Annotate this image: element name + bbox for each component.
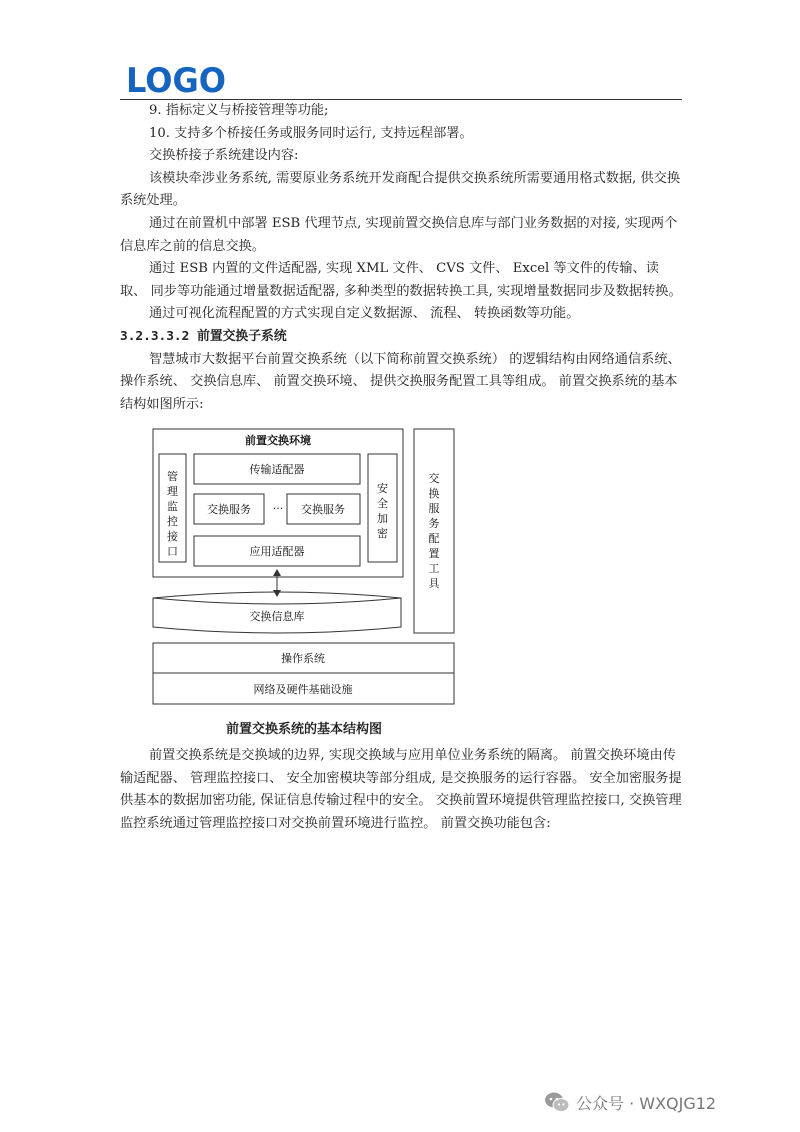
list-item: 9. 指标定义与桥接管理等功能; — [149, 103, 329, 118]
vertical-char: 密 — [377, 527, 388, 540]
env-title: 前置交换环境 — [245, 434, 311, 447]
paragraph: 通过在前置机中部署 ESB 代理节点, 实现前置交换信息库与部门业务数据的对接, 实现两个信息库之前的信息交换。 — [120, 215, 678, 254]
exchange-service-label: 交换服务 — [301, 503, 345, 516]
wechat-icon — [544, 1089, 570, 1115]
vertical-char: 监 — [167, 500, 178, 513]
exchange-service-label: 交换服务 — [207, 503, 251, 516]
vertical-char: 理 — [167, 485, 178, 498]
logo-text: LOGO — [126, 62, 226, 98]
watermark-text: 公众号 · WXQJG12 — [576, 1093, 717, 1113]
ellipsis: ··· — [272, 502, 284, 515]
paragraph: 交换桥接子系统建设内容: — [149, 148, 299, 164]
list-item: 10. 支持多个桥接任务或服务同时运行, 支持远程部署。 — [149, 125, 473, 141]
config-tool-box — [414, 429, 454, 633]
vertical-char: 管 — [167, 470, 178, 483]
vertical-char: 口 — [167, 545, 178, 558]
vertical-char: 安 — [377, 482, 388, 495]
vertical-char: 务 — [428, 517, 440, 530]
vertical-char: 具 — [428, 577, 440, 590]
document-body-continued — [120, 745, 682, 835]
exchange-db-label: 交换信息库 — [249, 610, 305, 623]
paragraph: 前置交换系统是交换域的边界, 实现交换域与应用单位业务系统的隔离。 前置交换环境由传输适配器、 管理监控接口、 安全加密模块等部分组成, 是交换服务的运行容器。 安全加密服务提供基本的数据加密功能, 保证信息传输过程中的安全。 交换前置环境提供管理监控接口, 交换管理监控系统通过管理监控接口对交换前置环境进行监控。 前置交换功能包含: — [120, 748, 682, 831]
paragraph: 智慧城市大数据平台前置交换系统（以下简称前置交换系统） 的逻辑结构由网络通信系统、 操作系统、 交换信息库、 前置交换环境、 提供交换服务配置工具等组成。 前置交换系统的基本结构如图所示: — [120, 351, 681, 412]
vertical-char: 服 — [428, 502, 440, 515]
logo — [126, 62, 228, 98]
vertical-char: 配 — [428, 532, 440, 545]
watermark — [544, 1089, 716, 1115]
vertical-char: 交 — [428, 472, 440, 485]
paragraph: 该模块牵涉业务系统, 需要原业务系统开发商配合提供交换系统所需要通用格式数据, 供交换系统处理。 — [120, 170, 681, 209]
section-heading: 3.2.3.3.2 前置交换子系统 — [120, 328, 287, 344]
vertical-char: 加 — [377, 512, 388, 525]
vertical-char: 换 — [428, 487, 440, 500]
vertical-char: 全 — [377, 497, 388, 510]
transport-adapter-label: 传输适配器 — [249, 463, 305, 476]
vertical-char: 工 — [428, 562, 440, 575]
document-body — [120, 100, 682, 416]
app-adapter-label: 应用适配器 — [249, 545, 305, 558]
vertical-char: 接 — [167, 530, 178, 543]
architecture-diagram — [152, 428, 456, 706]
paragraph: 通过 ESB 内置的文件适配器, 实现 XML 文件、 CVS 文件、 Excel 等文件的传输、读取、 同步等功能通过增量数据适配器, 多种类型的数据转换工具, 实现增量数据同步及数据转换。 — [120, 261, 682, 299]
vertical-char: 置 — [428, 547, 440, 560]
vertical-char: 控 — [167, 515, 178, 528]
network-label: 网络及硬件基础设施 — [253, 683, 353, 696]
figure-caption: 前置交换系统的基本结构图 — [225, 722, 382, 737]
os-label: 操作系统 — [281, 652, 325, 665]
paragraph: 通过可视化流程配置的方式实现自定义数据源、 流程、 转换函数等功能。 — [149, 306, 580, 322]
